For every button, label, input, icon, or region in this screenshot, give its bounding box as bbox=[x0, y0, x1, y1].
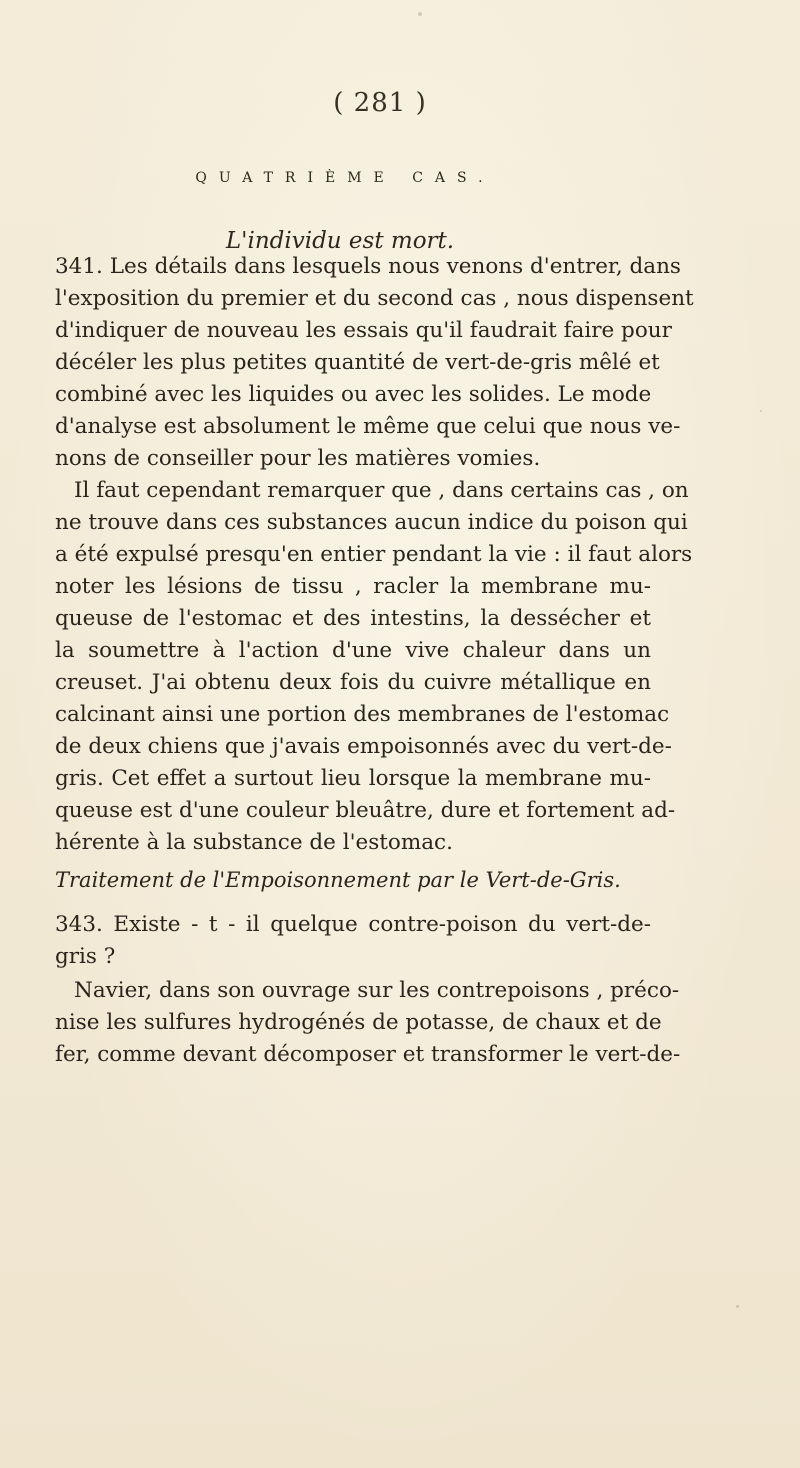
text-line: de deux chiens que j'avais empoisonnés avec du vert-de- bbox=[55, 734, 672, 759]
text-line: Il faut cependant remarquer que , dans certains cas , on bbox=[74, 478, 689, 503]
text-line: d'analyse est absolument le même que celui que nous ve- bbox=[55, 414, 681, 439]
text-line: 341. Les détails dans lesquels nous venons d'entrer, dans bbox=[55, 254, 681, 279]
text-line: nise les sulfures hydrogénés de potasse, de chaux et de bbox=[55, 1010, 662, 1035]
text-line: gris. Cet effet a surtout lieu lorsque la membrane mu- bbox=[55, 766, 651, 791]
section-subtitle: L'individu est mort. bbox=[225, 228, 455, 254]
chapter-heading: QUATRIÈME CAS. bbox=[195, 170, 495, 186]
page-number: ( 281 ) bbox=[333, 88, 427, 118]
text-line: nons de conseiller pour les matières vomies. bbox=[55, 446, 541, 471]
text-line: queuse de l'estomac et des intestins, la dessécher et bbox=[55, 606, 651, 631]
text-line: combiné avec les liquides ou avec les solides. Le mode bbox=[55, 382, 652, 407]
text-line: gris ? bbox=[55, 944, 116, 969]
text-line: a été expulsé presqu'en entier pendant la vie : il faut alors bbox=[55, 542, 693, 567]
section-title: Traitement de l'Empoisonnement par le Vert-de-Gris. bbox=[55, 868, 621, 892]
text-line: 343. Existe - t - il quelque contre-poison du vert-de- bbox=[55, 912, 651, 937]
text-line: queuse est d'une couleur bleuâtre, dure et fortement ad- bbox=[55, 798, 676, 823]
paper-speck bbox=[760, 410, 762, 412]
text-line: Navier, dans son ouvrage sur les contrepoisons , préco- bbox=[74, 978, 680, 1003]
text-line: creuset. J'ai obtenu deux fois du cuivre métallique en bbox=[55, 670, 651, 695]
text-line: d'indiquer de nouveau les essais qu'il faudrait faire pour bbox=[55, 318, 672, 343]
text-line: décéler les plus petites quantité de vert-de-gris mêlé et bbox=[55, 350, 660, 375]
text-line: hérente à la substance de l'estomac. bbox=[55, 830, 453, 855]
text-line: noter les lésions de tissu , racler la membrane mu- bbox=[55, 574, 651, 599]
text-line: calcinant ainsi une portion des membranes de l'estomac bbox=[55, 702, 670, 727]
text-line: ne trouve dans ces substances aucun indice du poison qui bbox=[55, 510, 688, 535]
text-line: la soumettre à l'action d'une vive chaleur dans un bbox=[55, 638, 651, 663]
paper-speck bbox=[418, 12, 422, 16]
paper-speck bbox=[736, 1305, 739, 1308]
text-line: fer, comme devant décomposer et transformer le vert-de- bbox=[55, 1042, 681, 1067]
text-line: l'exposition du premier et du second cas , nous dispensent bbox=[55, 286, 694, 311]
